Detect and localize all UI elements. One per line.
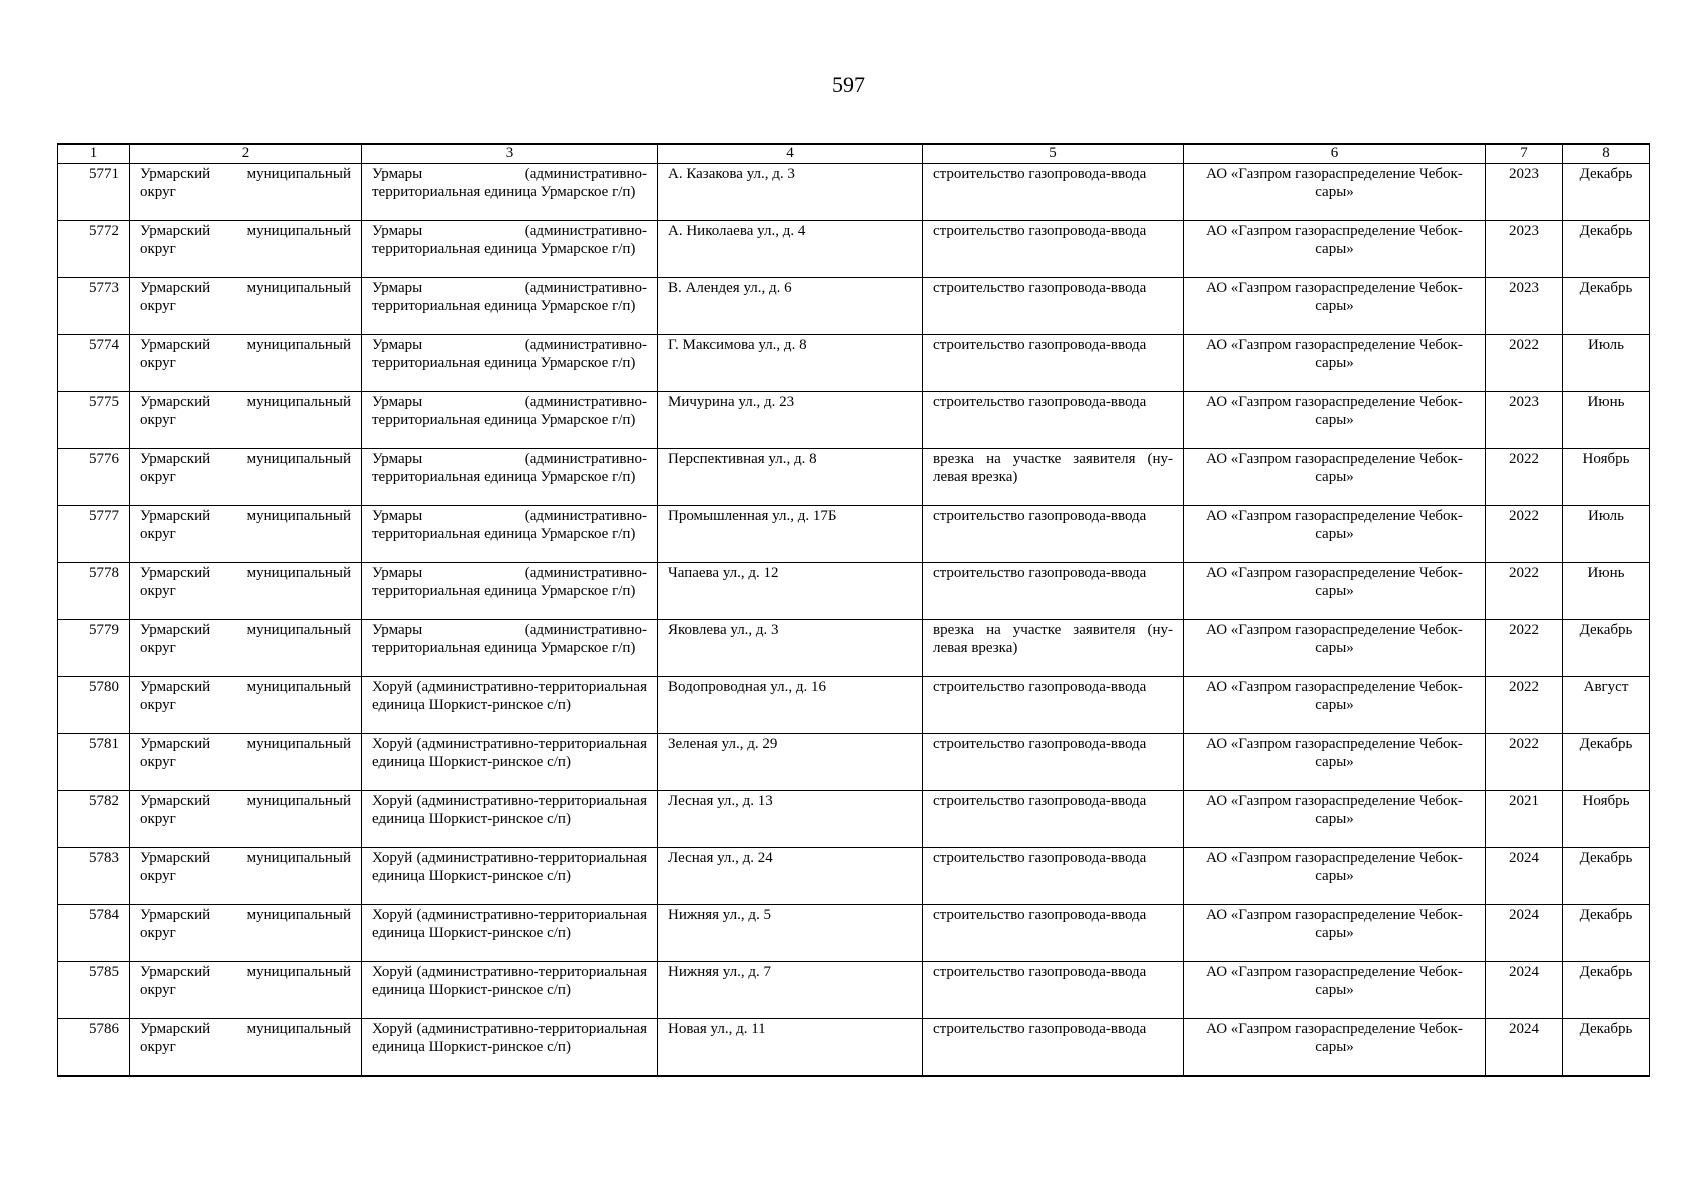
table-body (58, 164, 1650, 1077)
year-cell: 2023 (1486, 392, 1563, 449)
month-cell: Декабрь (1563, 962, 1650, 1019)
month-cell: Декабрь (1563, 278, 1650, 335)
month-cell: Декабрь (1563, 620, 1650, 677)
settlement-cell: Урмары (административно-территориальная единица Урмарское г/п) (362, 449, 658, 506)
gasification-registry-table (57, 143, 1650, 1077)
row-number-cell: 5783 (58, 848, 130, 905)
organization-cell: АО «Газпром газораспределение Чебок-сары» (1184, 221, 1486, 278)
organization-cell: АО «Газпром газораспределение Чебок-сары» (1184, 335, 1486, 392)
row-number-cell: 5778 (58, 563, 130, 620)
settlement-cell: Урмары (административно-территориальная единица Урмарское г/п) (362, 392, 658, 449)
district-cell: Урмарский муниципальный округ (130, 221, 362, 278)
work-type-cell: строительство газопровода-ввода (923, 1019, 1184, 1077)
month-cell: Июль (1563, 335, 1650, 392)
settlement-cell: Урмары (административно-территориальная единица Урмарское г/п) (362, 278, 658, 335)
month-cell: Декабрь (1563, 221, 1650, 278)
year-cell: 2024 (1486, 848, 1563, 905)
organization-cell: АО «Газпром газораспределение Чебок-сары» (1184, 620, 1486, 677)
table-row (58, 563, 1650, 620)
settlement-cell: Урмары (административно-территориальная единица Урмарское г/п) (362, 164, 658, 221)
address-cell: Новая ул., д. 11 (658, 1019, 923, 1077)
address-cell: Водопроводная ул., д. 16 (658, 677, 923, 734)
row-number-cell: 5786 (58, 1019, 130, 1077)
year-cell: 2022 (1486, 620, 1563, 677)
address-cell: Лесная ул., д. 13 (658, 791, 923, 848)
district-cell: Урмарский муниципальный округ (130, 962, 362, 1019)
row-number-cell: 5777 (58, 506, 130, 563)
month-cell: Ноябрь (1563, 449, 1650, 506)
district-cell: Урмарский муниципальный округ (130, 335, 362, 392)
work-type-cell: строительство газопровода-ввода (923, 677, 1184, 734)
address-cell: Нижняя ул., д. 5 (658, 905, 923, 962)
address-cell: Яковлева ул., д. 3 (658, 620, 923, 677)
year-cell: 2024 (1486, 1019, 1563, 1077)
table-row (58, 620, 1650, 677)
row-number-cell: 5785 (58, 962, 130, 1019)
work-type-cell: строительство газопровода-ввода (923, 335, 1184, 392)
work-type-cell: строительство газопровода-ввода (923, 164, 1184, 221)
settlement-cell: Урмары (административно-территориальная единица Урмарское г/п) (362, 221, 658, 278)
year-cell: 2022 (1486, 506, 1563, 563)
work-type-cell: врезка на участке заявителя (ну-левая врезка) (923, 620, 1184, 677)
work-type-cell: строительство газопровода-ввода (923, 962, 1184, 1019)
district-cell: Урмарский муниципальный округ (130, 506, 362, 563)
column-header-4: 4 (658, 144, 923, 164)
organization-cell: АО «Газпром газораспределение Чебок-сары» (1184, 905, 1486, 962)
settlement-cell: Хоруй (административно-территориальная единица Шоркист-ринское с/п) (362, 905, 658, 962)
address-cell: Лесная ул., д. 24 (658, 848, 923, 905)
table-row (58, 905, 1650, 962)
settlement-cell: Хоруй (административно-территориальная единица Шоркист-ринское с/п) (362, 734, 658, 791)
month-cell: Ноябрь (1563, 791, 1650, 848)
row-number-cell: 5784 (58, 905, 130, 962)
settlement-cell: Урмары (административно-территориальная единица Урмарское г/п) (362, 506, 658, 563)
address-cell: Г. Максимова ул., д. 8 (658, 335, 923, 392)
organization-cell: АО «Газпром газораспределение Чебок-сары» (1184, 848, 1486, 905)
row-number-cell: 5779 (58, 620, 130, 677)
settlement-cell: Хоруй (административно-территориальная единица Шоркист-ринское с/п) (362, 962, 658, 1019)
year-cell: 2024 (1486, 905, 1563, 962)
organization-cell: АО «Газпром газораспределение Чебок-сары» (1184, 677, 1486, 734)
address-cell: Мичурина ул., д. 23 (658, 392, 923, 449)
work-type-cell: строительство газопровода-ввода (923, 506, 1184, 563)
organization-cell: АО «Газпром газораспределение Чебок-сары» (1184, 791, 1486, 848)
year-cell: 2023 (1486, 164, 1563, 221)
settlement-cell: Хоруй (административно-территориальная единица Шоркист-ринское с/п) (362, 1019, 658, 1077)
table-row (58, 1019, 1650, 1077)
settlement-cell: Хоруй (административно-территориальная единица Шоркист-ринское с/п) (362, 677, 658, 734)
work-type-cell: строительство газопровода-ввода (923, 791, 1184, 848)
work-type-cell: строительство газопровода-ввода (923, 848, 1184, 905)
month-cell: Июнь (1563, 392, 1650, 449)
address-cell: Промышленная ул., д. 17Б (658, 506, 923, 563)
row-number-cell: 5771 (58, 164, 130, 221)
settlement-cell: Урмары (административно-территориальная единица Урмарское г/п) (362, 563, 658, 620)
district-cell: Урмарский муниципальный округ (130, 620, 362, 677)
table-row (58, 848, 1650, 905)
column-header-8: 8 (1563, 144, 1650, 164)
table-row (58, 164, 1650, 221)
month-cell: Декабрь (1563, 734, 1650, 791)
district-cell: Урмарский муниципальный округ (130, 905, 362, 962)
organization-cell: АО «Газпром газораспределение Чебок-сары» (1184, 392, 1486, 449)
row-number-cell: 5781 (58, 734, 130, 791)
settlement-cell: Хоруй (административно-территориальная единица Шоркист-ринское с/п) (362, 848, 658, 905)
address-cell: Перспективная ул., д. 8 (658, 449, 923, 506)
year-cell: 2024 (1486, 962, 1563, 1019)
month-cell: Август (1563, 677, 1650, 734)
district-cell: Урмарский муниципальный округ (130, 563, 362, 620)
work-type-cell: строительство газопровода-ввода (923, 734, 1184, 791)
address-cell: Чапаева ул., д. 12 (658, 563, 923, 620)
address-cell: В. Алендея ул., д. 6 (658, 278, 923, 335)
address-cell: А. Николаева ул., д. 4 (658, 221, 923, 278)
year-cell: 2022 (1486, 734, 1563, 791)
work-type-cell: строительство газопровода-ввода (923, 392, 1184, 449)
address-cell: Нижняя ул., д. 7 (658, 962, 923, 1019)
work-type-cell: строительство газопровода-ввода (923, 905, 1184, 962)
organization-cell: АО «Газпром газораспределение Чебок-сары» (1184, 1019, 1486, 1077)
organization-cell: АО «Газпром газораспределение Чебок-сары» (1184, 506, 1486, 563)
table-row (58, 221, 1650, 278)
column-header-5: 5 (923, 144, 1184, 164)
year-cell: 2022 (1486, 335, 1563, 392)
column-header-7: 7 (1486, 144, 1563, 164)
table-row (58, 734, 1650, 791)
district-cell: Урмарский муниципальный округ (130, 1019, 362, 1077)
page-number: 597 (832, 72, 865, 97)
work-type-cell: строительство газопровода-ввода (923, 221, 1184, 278)
year-cell: 2022 (1486, 677, 1563, 734)
month-cell: Июнь (1563, 563, 1650, 620)
district-cell: Урмарский муниципальный округ (130, 392, 362, 449)
column-header-3: 3 (362, 144, 658, 164)
settlement-cell: Урмары (административно-территориальная единица Урмарское г/п) (362, 620, 658, 677)
organization-cell: АО «Газпром газораспределение Чебок-сары» (1184, 164, 1486, 221)
address-cell: Зеленая ул., д. 29 (658, 734, 923, 791)
row-number-cell: 5776 (58, 449, 130, 506)
work-type-cell: врезка на участке заявителя (ну-левая врезка) (923, 449, 1184, 506)
district-cell: Урмарский муниципальный округ (130, 449, 362, 506)
month-cell: Декабрь (1563, 1019, 1650, 1077)
table-row (58, 449, 1650, 506)
column-header-2: 2 (130, 144, 362, 164)
month-cell: Декабрь (1563, 848, 1650, 905)
table-row (58, 677, 1650, 734)
organization-cell: АО «Газпром газораспределение Чебок-сары» (1184, 734, 1486, 791)
settlement-cell: Урмары (административно-территориальная единица Урмарское г/п) (362, 335, 658, 392)
year-cell: 2023 (1486, 278, 1563, 335)
district-cell: Урмарский муниципальный округ (130, 164, 362, 221)
row-number-cell: 5780 (58, 677, 130, 734)
work-type-cell: строительство газопровода-ввода (923, 278, 1184, 335)
row-number-cell: 5773 (58, 278, 130, 335)
year-cell: 2023 (1486, 221, 1563, 278)
table-row (58, 962, 1650, 1019)
settlement-cell: Хоруй (административно-территориальная единица Шоркист-ринское с/п) (362, 791, 658, 848)
table-row (58, 506, 1650, 563)
district-cell: Урмарский муниципальный округ (130, 791, 362, 848)
district-cell: Урмарский муниципальный округ (130, 734, 362, 791)
work-type-cell: строительство газопровода-ввода (923, 563, 1184, 620)
organization-cell: АО «Газпром газораспределение Чебок-сары» (1184, 962, 1486, 1019)
organization-cell: АО «Газпром газораспределение Чебок-сары» (1184, 563, 1486, 620)
row-number-cell: 5782 (58, 791, 130, 848)
district-cell: Урмарский муниципальный округ (130, 677, 362, 734)
table-row (58, 278, 1650, 335)
district-cell: Урмарский муниципальный округ (130, 278, 362, 335)
month-cell: Декабрь (1563, 164, 1650, 221)
month-cell: Декабрь (1563, 905, 1650, 962)
district-cell: Урмарский муниципальный округ (130, 848, 362, 905)
address-cell: А. Казакова ул., д. 3 (658, 164, 923, 221)
table-row (58, 791, 1650, 848)
organization-cell: АО «Газпром газораспределение Чебок-сары» (1184, 449, 1486, 506)
row-number-cell: 5772 (58, 221, 130, 278)
organization-cell: АО «Газпром газораспределение Чебок-сары» (1184, 278, 1486, 335)
month-cell: Июль (1563, 506, 1650, 563)
table-header (58, 144, 1650, 164)
row-number-cell: 5774 (58, 335, 130, 392)
year-cell: 2022 (1486, 563, 1563, 620)
column-header-6: 6 (1184, 144, 1486, 164)
year-cell: 2022 (1486, 449, 1563, 506)
row-number-cell: 5775 (58, 392, 130, 449)
column-header-1: 1 (58, 144, 130, 164)
year-cell: 2021 (1486, 791, 1563, 848)
table-row (58, 392, 1650, 449)
table-row (58, 335, 1650, 392)
column-number-row (58, 144, 1650, 164)
